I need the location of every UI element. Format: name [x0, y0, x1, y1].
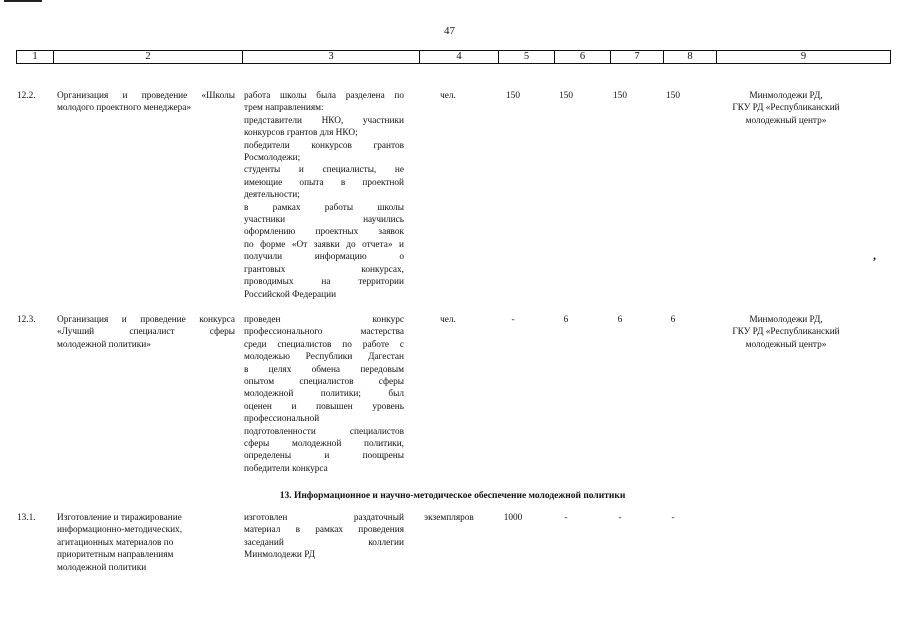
text-line: конкурсов грантов для НКО;	[244, 128, 358, 139]
header-col-5: 5	[499, 51, 555, 63]
text-line: Организация и проведение «Школы	[57, 91, 235, 101]
text-line: ГКУ РД «Республиканский	[732, 327, 840, 338]
text-line: победители конкурса	[244, 463, 328, 474]
text-line: получили информацию о	[244, 252, 404, 263]
text-line: Росмолодежи;	[244, 153, 301, 164]
text-line: оценен и повышен уровень	[244, 401, 404, 412]
text-line: изготовлен раздаточный	[244, 513, 404, 523]
value-col-5: 1000	[503, 513, 523, 523]
text-line: Минмолодежи РД,	[749, 315, 823, 325]
text-line: трем направлениям:	[244, 103, 324, 114]
text-line: деятельности;	[244, 190, 300, 201]
text-line: Организация и проведение конкурса	[57, 315, 235, 325]
activity-name	[57, 90, 235, 115]
text-line: имеющие опыта в проектной	[244, 177, 404, 188]
header-col-4: 4	[420, 51, 499, 63]
text-line: ГКУ РД «Республиканский	[732, 103, 840, 114]
row-number: 12.3.	[17, 315, 36, 325]
text-line: победители конкурсов грантов	[244, 140, 404, 151]
text-line: проведен конкурс	[244, 315, 404, 325]
text-line: молодежный центр»	[745, 115, 827, 126]
text-line: Минмолодежи РД	[244, 550, 316, 561]
text-line: молодого проектного менеджера»	[57, 103, 192, 114]
text-line: молодежью Республики Дагестан	[244, 352, 404, 363]
value-col-7: 150	[613, 91, 627, 101]
text-line: среди специалистов по работе с	[244, 339, 404, 350]
activity-result	[244, 314, 404, 475]
text-line: по форме «От заявки до отчета» и	[244, 239, 404, 250]
header-col-3: 3	[243, 51, 420, 63]
text-line: агитационных материалов по	[57, 537, 174, 548]
section-heading: 13. Информационное и научно-методическое обеспечение молодежной политики	[279, 491, 626, 501]
header-col-7: 7	[611, 51, 664, 63]
text-line: информационно-методических,	[57, 525, 183, 536]
text-line: Минмолодежи РД,	[749, 91, 823, 101]
text-line: «Лучший специалист сферы	[57, 327, 235, 338]
text-line: представители НКО, участники	[244, 115, 404, 126]
column-number-header	[16, 50, 891, 64]
value-col-6: 6	[563, 315, 569, 325]
stray-mark: ,	[873, 248, 876, 262]
text-line: работа школы была разделена по	[244, 91, 404, 101]
text-line: заседаний коллегии	[244, 537, 404, 548]
text-line: определены и поощрены	[244, 451, 404, 462]
value-col-8: 150	[666, 91, 680, 101]
responsible	[701, 90, 871, 127]
value-col-6: -	[564, 513, 568, 523]
row-number: 13.1.	[17, 513, 36, 523]
value-col-7: 6	[617, 315, 623, 325]
text-line: в целях обмена передовым	[244, 364, 404, 375]
unit: чел.	[440, 315, 456, 325]
header-col-9: 9	[800, 51, 807, 62]
text-line: молодежной политики	[57, 562, 147, 573]
activity-result	[244, 90, 404, 301]
unit: экземпляров	[424, 513, 474, 523]
header-col-6: 6	[555, 51, 611, 63]
page-number: 47	[444, 25, 455, 37]
activity-name	[57, 314, 235, 351]
text-line: проводимых на территории	[244, 277, 404, 288]
text-line: профессиональной	[244, 414, 320, 425]
value-col-6: 150	[559, 91, 573, 101]
text-line: Российской Федерации	[244, 289, 337, 300]
unit: чел.	[440, 91, 456, 101]
text-line: профессионального мастерства	[244, 327, 404, 338]
text-line: студенты и специалисты, не	[244, 165, 404, 176]
text-line: оформлению проектных заявок	[244, 227, 404, 238]
text-line: Изготовление и тиражирование	[57, 513, 182, 523]
text-line: сферы молодежной политики,	[244, 439, 404, 450]
text-line: материал в рамках проведения	[244, 525, 404, 536]
value-col-5: -	[511, 315, 515, 325]
header-col-2: 2	[54, 51, 243, 63]
responsible	[701, 314, 871, 351]
header-col-8: 8	[664, 51, 717, 63]
text-line: опытом специалистов сферы	[244, 377, 404, 388]
value-col-7: -	[618, 513, 622, 523]
header-col-1: 1	[17, 51, 54, 63]
row-number: 12.2.	[17, 91, 36, 101]
text-line: молодежной политики; был	[244, 389, 404, 400]
value-col-8: 6	[670, 315, 676, 325]
text-line: подготовленности специалистов	[244, 426, 404, 437]
activity-result	[244, 512, 404, 562]
text-line: молодежной политики»	[57, 339, 151, 350]
corner-line	[4, 0, 42, 2]
text-line: участники научились	[244, 215, 404, 226]
value-col-5: 150	[506, 91, 520, 101]
text-line: грантовых конкурсах,	[244, 264, 404, 275]
value-col-8: -	[671, 513, 675, 523]
text-line: в рамках работы школы	[244, 202, 404, 213]
text-line: молодежный центр»	[745, 339, 827, 350]
text-line: приоритетным направлениям	[57, 550, 174, 561]
activity-name	[57, 512, 235, 574]
